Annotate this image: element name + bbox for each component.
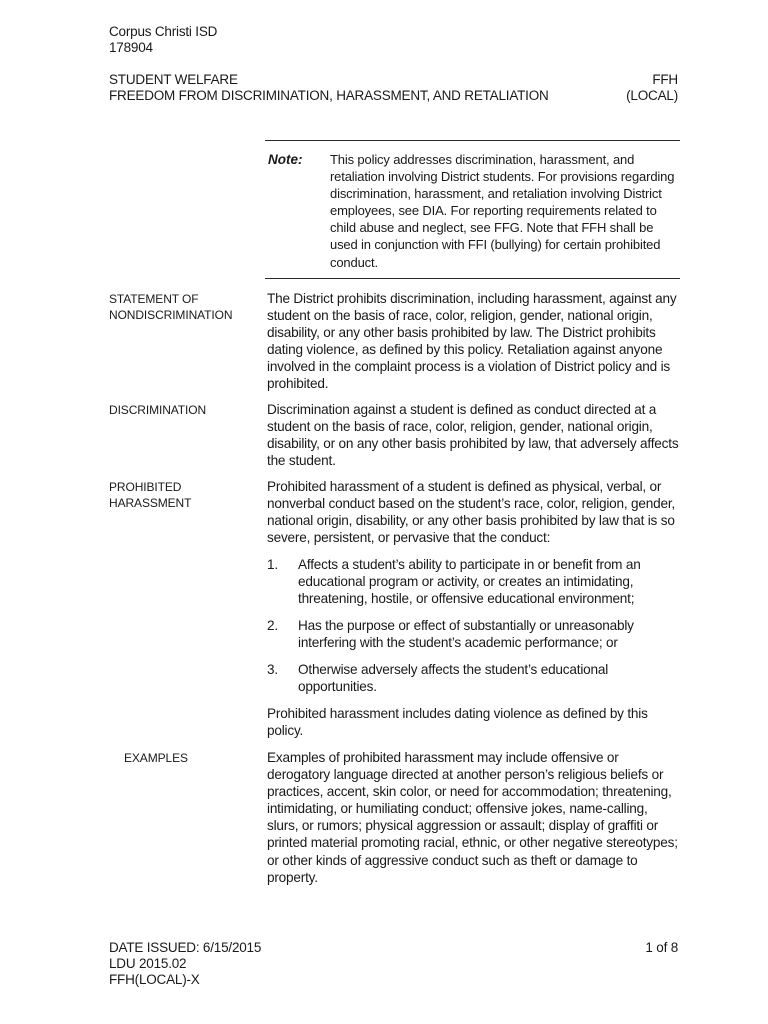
note-text: This policy addresses discrimination, harassment, and retaliation involving District students. For provisions regarding discrimination, harassment, and retaliation involving District employees, see DIA. For reporting requirements related to child abuse and neglect, see FFG. Note that FFH shall be used in conjunction with FFI (bullying) for certain prohibited conduct. <box>330 152 675 270</box>
policy-code: FFH <box>652 72 678 87</box>
policy-heading <box>109 72 549 104</box>
list-text: Has the purpose or effect of substantially or unreasonably interfering with the student’s academic performance; or <box>298 618 634 651</box>
section-title: STUDENT WELFARE <box>109 72 238 87</box>
date-issued: DATE ISSUED: 6/15/2015 <box>109 940 262 955</box>
page-number: 1 of 8 <box>645 940 678 955</box>
side-label-discrimination: DISCRIMINATION <box>109 403 207 417</box>
list-text: Otherwise adversely affects the student’s educational opportunities. <box>298 662 609 695</box>
ldu-version: LDU 2015.02 <box>109 956 187 971</box>
note-bottom-rule <box>265 278 680 279</box>
note-top-rule <box>265 140 680 141</box>
list-number: 2. <box>267 618 278 633</box>
document-id: FFH(LOCAL)-X <box>109 972 200 987</box>
list-item <box>267 556 682 607</box>
side-label-statement-of-nondiscrimination: STATEMENT OF NONDISCRIMINATION <box>109 292 233 322</box>
prohibited-harassment-text: Prohibited harassment of a student is defined as physical, verbal, or nonverbal conduct based on the student’s race, color, religion, gender, national origin, disability, or any other basis prohibited by law that is so severe, persistent, or pervasive that the conduct: <box>267 479 675 546</box>
list-text: Affects a student’s ability to participate in or benefit from an educational program or activity, or creates an intimidating, threatening, hostile, or offensive educational environment; <box>298 557 641 607</box>
side-label-examples: EXAMPLES <box>124 751 188 765</box>
prohibited-harassment-closing-text: Prohibited harassment includes dating violence as defined by this policy. <box>267 706 648 739</box>
document-footer <box>109 940 261 988</box>
document-header-district <box>109 24 217 56</box>
list-number: 1. <box>267 557 278 572</box>
district-number: 178904 <box>109 40 153 55</box>
side-label-prohibited-harassment: PROHIBITED HARASSMENT <box>109 480 192 510</box>
list-item <box>267 661 682 695</box>
policy-code-block <box>626 72 678 104</box>
examples-text: Examples of prohibited harassment may include offensive or derogatory language directed at another person’s religious beliefs or practices, accent, skin color, or need for accommodation; threatening, intimidating, or humiliating conduct; offensive jokes, name-calling, slurs, or rumors; physical aggression or assault; display of graffiti or printed material promoting racial, ethnic, or other negative stereotypes; or other kinds of aggressive conduct such as theft or damage to property. <box>267 750 678 885</box>
discrimination-text: Discrimination against a student is defined as conduct directed at a student on the basis of race, color, religion, gender, national origin, disability, or on any other basis prohibited by law, that adversely affects the student. <box>267 402 679 469</box>
note-label: Note: <box>268 152 303 167</box>
list-number: 3. <box>267 662 278 677</box>
list-item <box>267 617 682 651</box>
policy-type: (LOCAL) <box>626 88 678 103</box>
policy-title: FREEDOM FROM DISCRIMINATION, HARASSMENT, AND RETALIATION <box>109 88 549 103</box>
statement-of-nondiscrimination-text: The District prohibits discrimination, including harassment, against any student on the basis of race, color, religion, gender, national origin, disability, or any other basis prohibited by law. The District prohibits dating violence, as defined by this policy. Retaliation against anyone involved in the complaint process is a violation of District policy and is prohibited. <box>267 291 677 392</box>
district-name: Corpus Christi ISD <box>109 24 218 39</box>
